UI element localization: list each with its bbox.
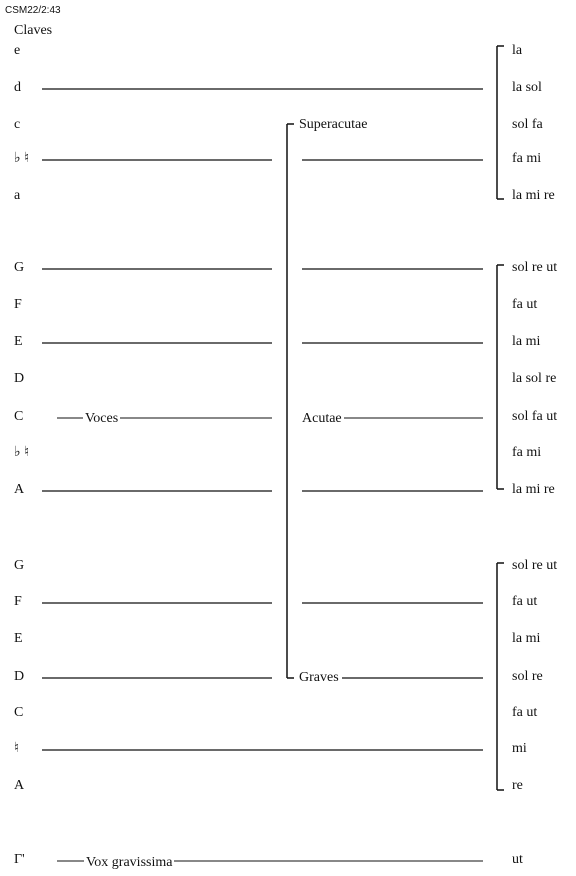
solmization-syllables: fa mi [512,445,542,460]
clavis-letter: ♮ [14,741,20,756]
clavis-letter: c [14,117,21,132]
solmization-syllables: sol fa [512,117,543,132]
solmization-syllables: la mi [512,631,541,646]
clavis-letter: ♭ ♮ [14,151,30,166]
claves-heading: Claves [14,23,53,38]
solmization-syllables: ut [512,852,523,867]
clavis-letter: d [14,80,21,95]
clavis-letter: C [14,409,24,424]
solmization-syllables: fa mi [512,151,542,166]
clavis-letter: e [14,43,21,58]
clavis-letter: C [14,705,24,720]
label-graves: Graves [299,670,339,685]
label-acutae: Acutae [302,411,342,426]
clavis-letter: ♭ ♮ [14,445,30,460]
solmization-syllables: fa ut [512,297,538,312]
clavis-letter: E [14,631,23,646]
solmization-syllables: la sol re [512,371,557,386]
clavis-letter: D [14,669,25,684]
clavis-letter: D [14,371,25,386]
clavis-letter: A [14,482,25,497]
solmization-syllables: fa ut [512,594,538,609]
clavis-letter: Γ' [14,852,25,867]
solmization-syllables: la mi [512,334,541,349]
clavis-letter: G [14,260,25,275]
clavis-letter: F [14,297,22,312]
solmization-syllables: sol re ut [512,558,558,573]
solmization-syllables: sol fa ut [512,409,558,424]
document-code: CSM22/2:43 [5,5,61,16]
clavis-letter: a [14,188,21,203]
solmization-syllables: fa ut [512,705,538,720]
label-vox-gravissima: Vox gravissima [86,855,173,870]
solmization-syllables: sol re [512,669,543,684]
solmization-syllables: sol re ut [512,260,558,275]
label-superacutae: Superacutae [299,117,368,132]
solmization-syllables: la mi re [512,188,555,203]
solmization-syllables: mi [512,741,527,756]
clavis-letter: F [14,594,22,609]
clavis-letter: G [14,558,25,573]
solmization-syllables: la sol [512,80,542,95]
clavis-letter: E [14,334,23,349]
solmization-syllables: la [512,43,523,58]
solmization-syllables: re [512,778,523,793]
clavis-letter: A [14,778,25,793]
label-voces: Voces [85,411,119,426]
solmization-syllables: la mi re [512,482,555,497]
